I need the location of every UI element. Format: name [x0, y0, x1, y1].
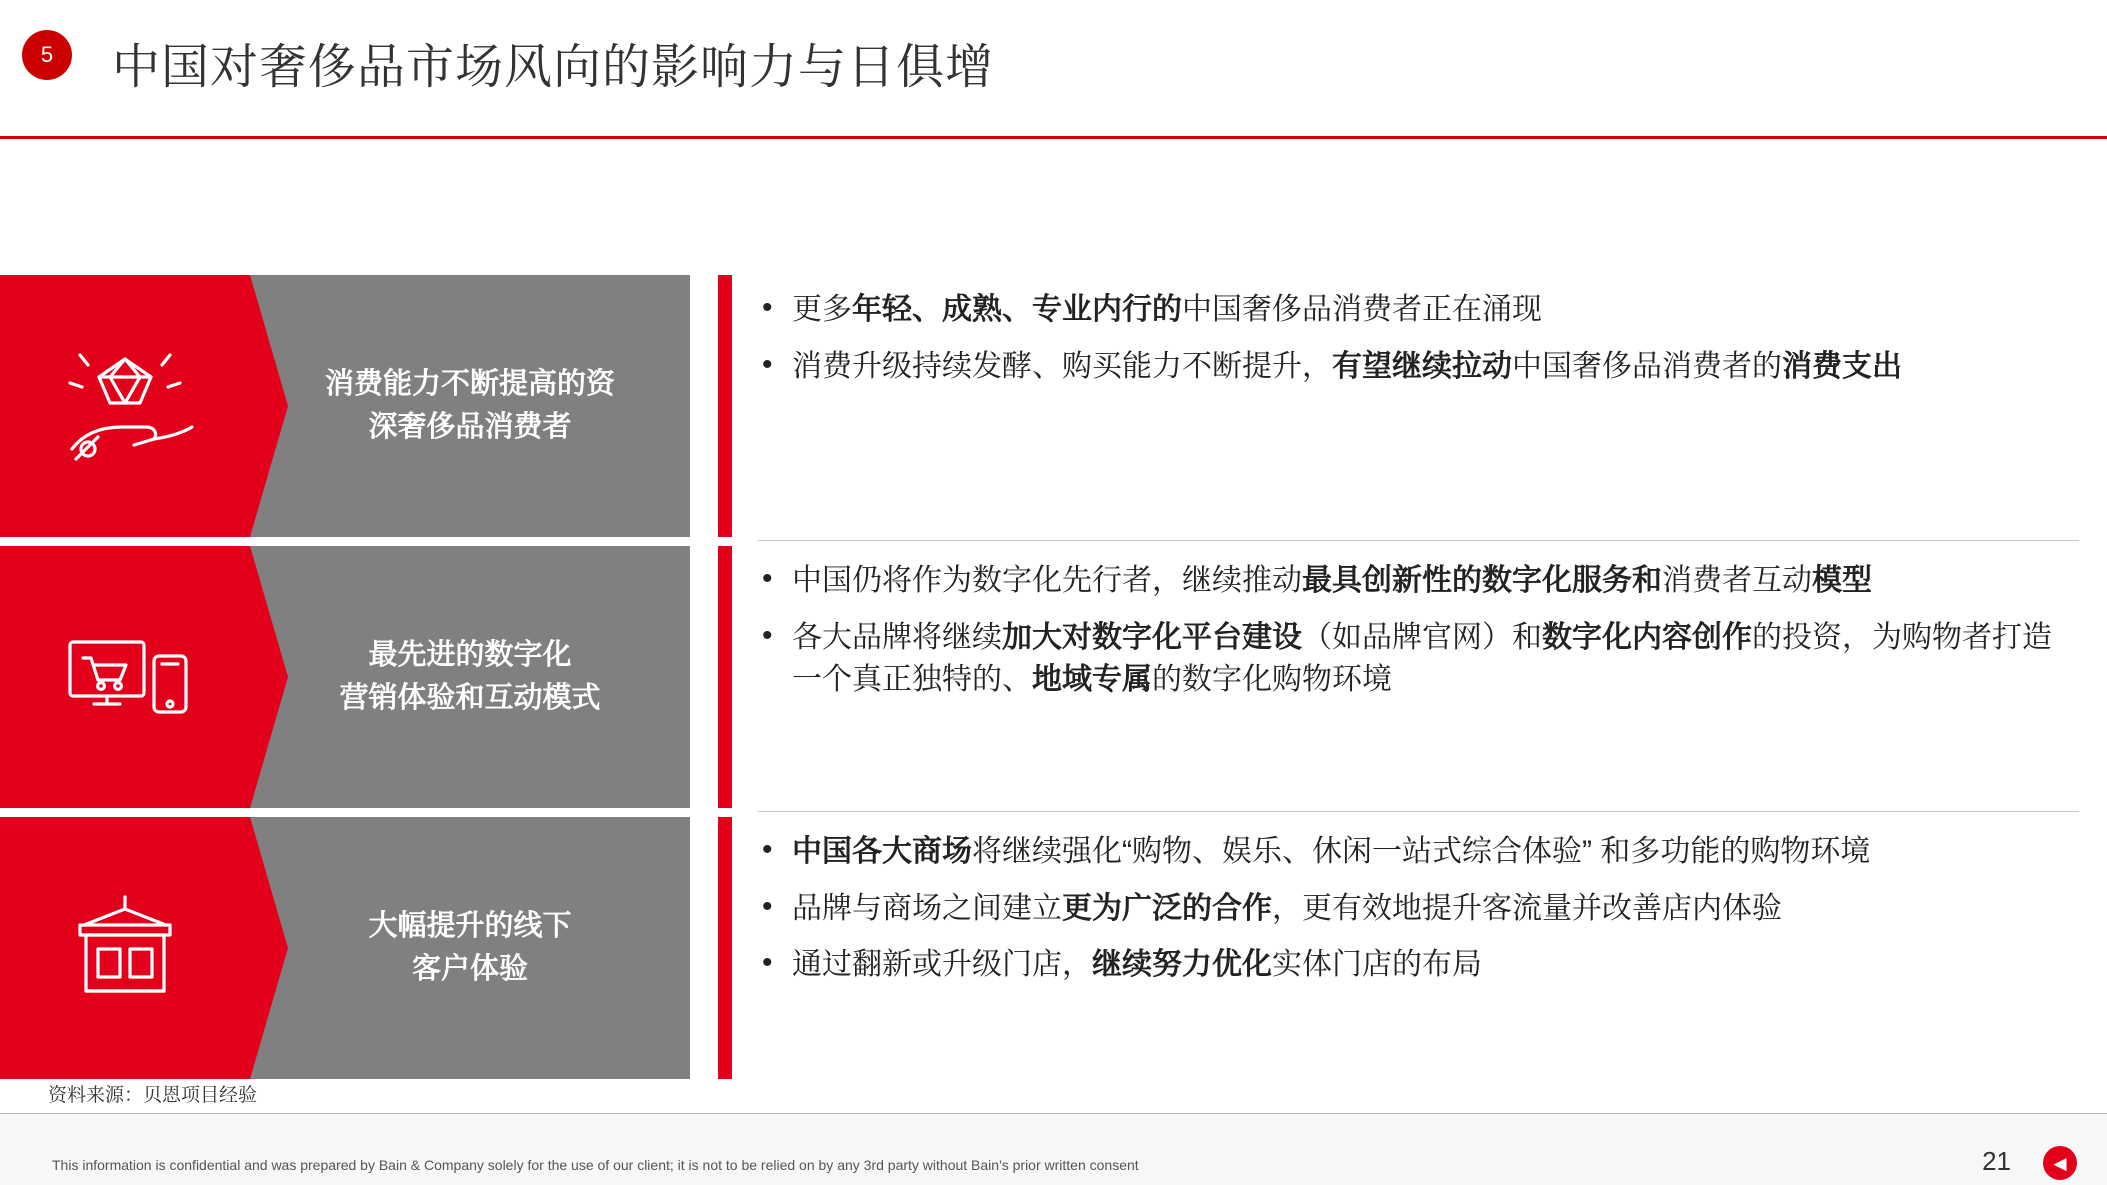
- footer-band: [0, 1114, 2107, 1185]
- icon-cell-1: [0, 275, 250, 537]
- bain-logo-glyph: ◀: [2053, 1153, 2067, 1173]
- content-rows: [0, 275, 2107, 1088]
- accent-bar-2: [718, 546, 732, 808]
- page-number: 21: [1982, 1146, 2011, 1176]
- content-row-3: [0, 817, 2107, 1079]
- bullet-list-1: [758, 289, 2077, 388]
- chevron-notch-1: [250, 275, 288, 537]
- ecommerce-devices-icon: [50, 612, 200, 742]
- chevron-notch-2: [250, 546, 288, 808]
- list-item: • 中国各大商场将继续强化“购物、娱乐、休闲一站式综合体验” 和多功能的购物环境: [758, 831, 2077, 874]
- icon-cell-3: [0, 817, 250, 1079]
- list-item: • 各大品牌将继续加大对数字化平台建设（如品牌官网）和数字化内容创作的投资，为购物者打造一个真正独特的、地域专属的数字化购物环境: [758, 617, 2077, 702]
- accent-bar-1: [718, 275, 732, 537]
- row-label-text-3: 大幅提升的线下 客户体验: [368, 909, 572, 985]
- bullets-cell-1: [732, 275, 2107, 537]
- list-item: • 消费升级持续发酵、购买能力不断提升，有望继续拉动中国奢侈品消费者的消费支出: [758, 346, 2077, 389]
- bain-logo-icon: [2043, 1146, 2077, 1180]
- bullet-list-2: [758, 560, 2077, 702]
- list-item: • 中国仍将作为数字化先行者，继续推动最具创新性的数字化服务和消费者互动模型: [758, 560, 2077, 603]
- chevron-notch-3: [250, 817, 288, 1079]
- slide-header: [0, 0, 2107, 136]
- step-number-badge: 5: [22, 30, 72, 80]
- accent-bar-3: [718, 817, 732, 1079]
- source-note: 资料来源：贝恩项目经验: [48, 1085, 258, 1106]
- row-label-1: [250, 275, 690, 537]
- row-label-text-2: 最先进的数字化 营销体验和互动模式: [339, 638, 601, 714]
- icon-cell-2: [0, 546, 250, 808]
- diamond-in-hand-icon: [50, 341, 200, 471]
- row-label-3: [250, 817, 690, 1079]
- list-item: • 更多年轻、成熟、专业内行的中国奢侈品消费者正在涌现: [758, 289, 2077, 332]
- row-label-text-1: 消费能力不断提高的资 深奢侈品消费者: [324, 367, 615, 443]
- storefront-icon: [50, 883, 200, 1013]
- content-row-1: [0, 275, 2107, 537]
- bullets-cell-2: [732, 546, 2107, 808]
- content-row-2: [0, 546, 2107, 808]
- header-divider: [0, 136, 2107, 139]
- confidentiality-notice: This information is confidential and was prepared by Bain & Company solely for the use of our client; it is not to be relied on by any 3rd party without Bain's prior written consent: [52, 1157, 1139, 1173]
- list-item: • 通过翻新或升级门店，继续努力优化实体门店的布局: [758, 944, 2077, 987]
- page-title: 中国对奢侈品市场风向的影响力与日俱增: [112, 41, 995, 94]
- bullets-cell-3: [732, 817, 2107, 1079]
- list-item: • 品牌与商场之间建立更为广泛的合作，更有效地提升客流量并改善店内体验: [758, 888, 2077, 931]
- bullet-list-3: [758, 831, 2077, 987]
- row-label-2: [250, 546, 690, 808]
